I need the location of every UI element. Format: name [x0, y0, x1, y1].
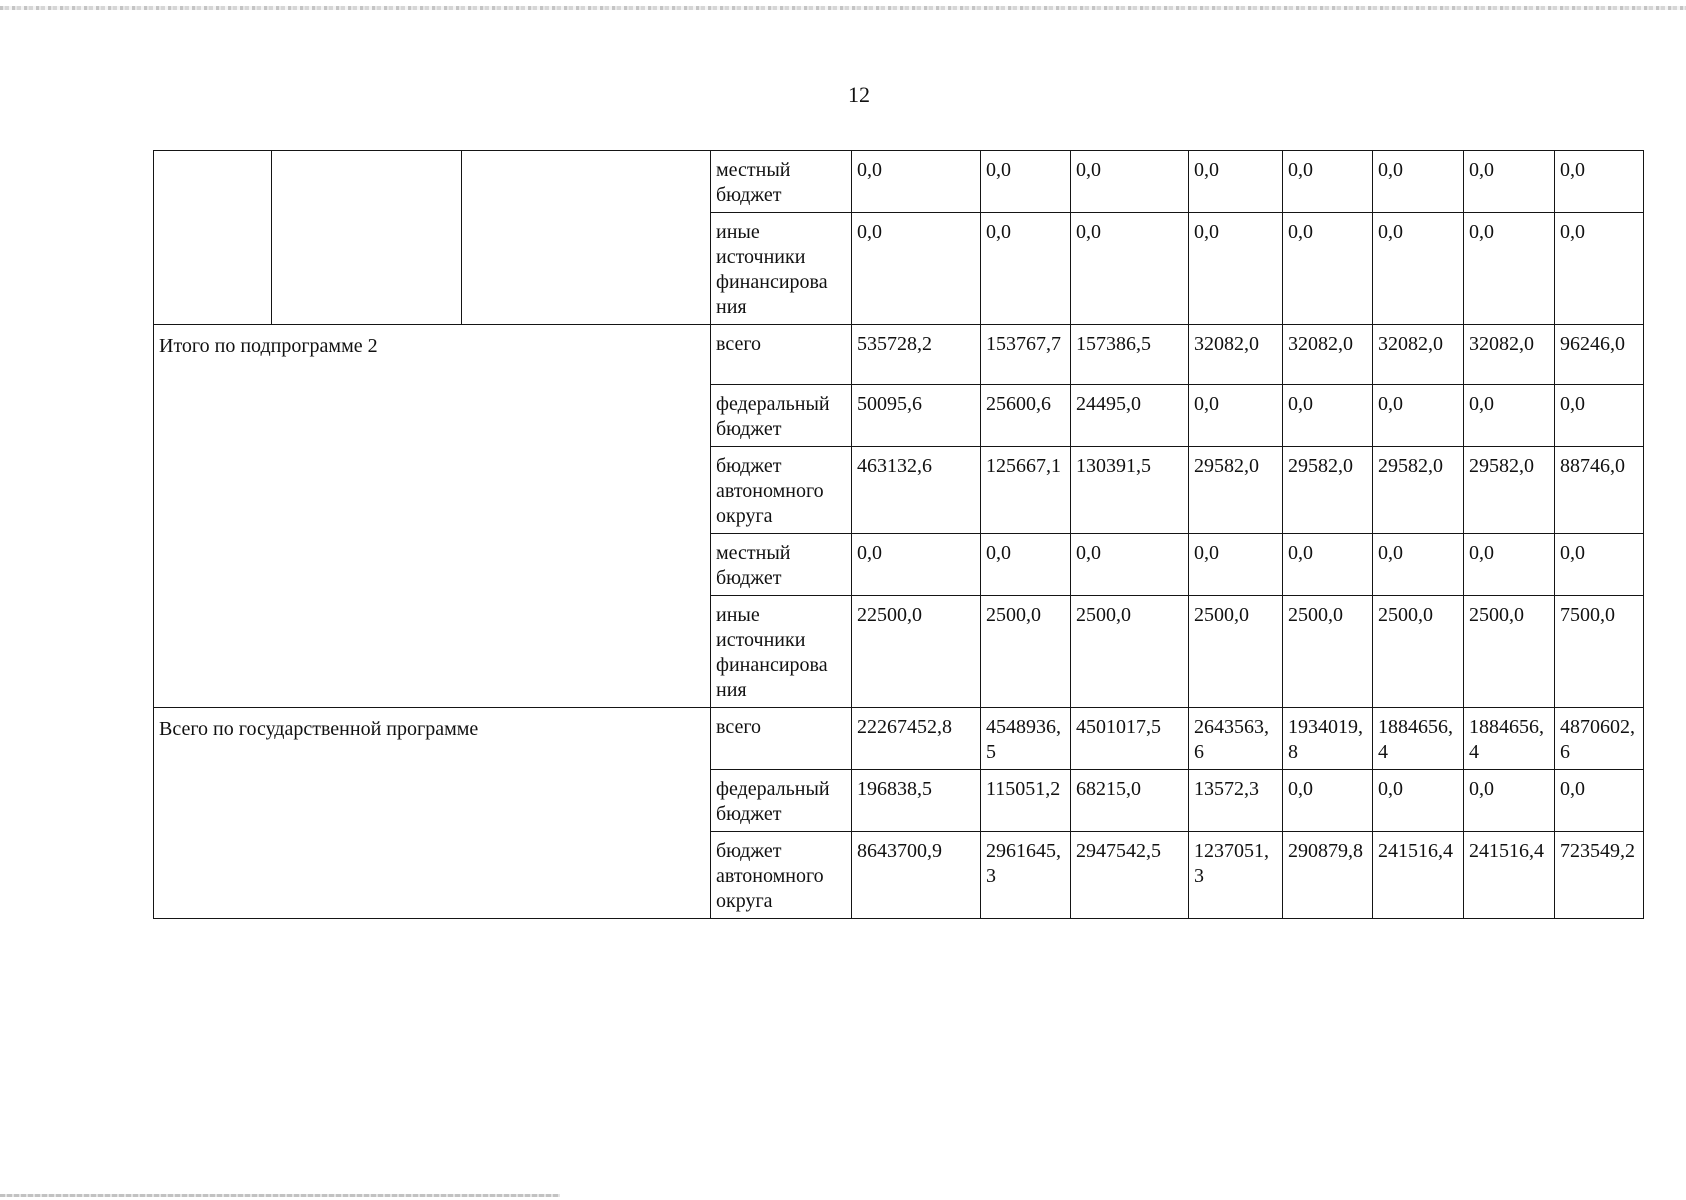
value-cell: 125667,1	[981, 447, 1071, 534]
value-cell: 2500,0	[1189, 596, 1283, 708]
value-cell: 0,0	[981, 534, 1071, 596]
value-cell: 0,0	[1464, 151, 1555, 213]
value-cell: 723549,2	[1555, 832, 1644, 919]
value-cell: 29582,0	[1189, 447, 1283, 534]
value-cell: 115051,2	[981, 770, 1071, 832]
subprogram-total-title: Итого по подпрограмме 2	[154, 325, 711, 708]
value-cell: 157386,5	[1071, 325, 1189, 385]
value-cell: 463132,6	[852, 447, 981, 534]
source-cell: федеральный бюджет	[711, 385, 852, 447]
value-cell: 1934019,8	[1283, 708, 1373, 770]
value-cell: 0,0	[1071, 213, 1189, 325]
value-cell: 2500,0	[981, 596, 1071, 708]
value-cell: 13572,3	[1189, 770, 1283, 832]
source-cell: местный бюджет	[711, 534, 852, 596]
value-cell: 24495,0	[1071, 385, 1189, 447]
empty-cell	[154, 151, 272, 325]
value-cell: 29582,0	[1464, 447, 1555, 534]
value-cell: 535728,2	[852, 325, 981, 385]
value-cell: 7500,0	[1555, 596, 1644, 708]
value-cell: 0,0	[1189, 213, 1283, 325]
budget-table	[153, 150, 1644, 919]
value-cell: 0,0	[1283, 770, 1373, 832]
value-cell: 0,0	[1373, 385, 1464, 447]
value-cell: 0,0	[1373, 534, 1464, 596]
source-cell: бюджет автономного округа	[711, 832, 852, 919]
value-cell: 2643563,6	[1189, 708, 1283, 770]
page-number: 12	[848, 82, 870, 107]
value-cell: 96246,0	[1555, 325, 1644, 385]
source-cell: всего	[711, 325, 852, 385]
value-cell: 0,0	[981, 213, 1071, 325]
value-cell: 0,0	[1373, 213, 1464, 325]
value-cell: 0,0	[1555, 151, 1644, 213]
value-cell: 0,0	[1283, 534, 1373, 596]
value-cell: 32082,0	[1283, 325, 1373, 385]
table-row	[154, 151, 1644, 213]
value-cell: 22267452,8	[852, 708, 981, 770]
value-cell: 0,0	[1555, 534, 1644, 596]
value-cell: 130391,5	[1071, 447, 1189, 534]
value-cell: 32082,0	[1464, 325, 1555, 385]
value-cell: 0,0	[981, 151, 1071, 213]
value-cell: 32082,0	[1189, 325, 1283, 385]
value-cell: 1884656,4	[1464, 708, 1555, 770]
value-cell: 2500,0	[1373, 596, 1464, 708]
value-cell: 4548936,5	[981, 708, 1071, 770]
value-cell: 241516,4	[1464, 832, 1555, 919]
empty-cell	[462, 151, 711, 325]
value-cell: 8643700,9	[852, 832, 981, 919]
value-cell: 0,0	[852, 534, 981, 596]
value-cell: 88746,0	[1555, 447, 1644, 534]
value-cell: 0,0	[1283, 385, 1373, 447]
table-row	[154, 708, 1644, 770]
value-cell: 32082,0	[1373, 325, 1464, 385]
source-cell: бюджет автономного округа	[711, 447, 852, 534]
source-cell: местный бюджет	[711, 151, 852, 213]
value-cell: 0,0	[1283, 213, 1373, 325]
value-cell: 0,0	[1464, 213, 1555, 325]
scan-bottom-edge	[0, 1194, 560, 1197]
program-total-title: Всего по государственной программе	[154, 708, 711, 919]
value-cell: 0,0	[1071, 534, 1189, 596]
value-cell: 29582,0	[1373, 447, 1464, 534]
value-cell: 2961645,3	[981, 832, 1071, 919]
value-cell: 25600,6	[981, 385, 1071, 447]
source-cell: всего	[711, 708, 852, 770]
value-cell: 2947542,5	[1071, 832, 1189, 919]
source-cell: федеральный бюджет	[711, 770, 852, 832]
value-cell: 2500,0	[1464, 596, 1555, 708]
value-cell: 0,0	[1189, 385, 1283, 447]
value-cell: 0,0	[1071, 151, 1189, 213]
value-cell: 1237051,3	[1189, 832, 1283, 919]
value-cell: 22500,0	[852, 596, 981, 708]
value-cell: 0,0	[1555, 770, 1644, 832]
value-cell: 0,0	[1189, 534, 1283, 596]
value-cell: 0,0	[1464, 385, 1555, 447]
value-cell: 0,0	[1555, 213, 1644, 325]
value-cell: 4870602,6	[1555, 708, 1644, 770]
value-cell: 50095,6	[852, 385, 981, 447]
value-cell: 0,0	[852, 151, 981, 213]
value-cell: 0,0	[1555, 385, 1644, 447]
value-cell: 0,0	[1283, 151, 1373, 213]
value-cell: 290879,8	[1283, 832, 1373, 919]
value-cell: 29582,0	[1283, 447, 1373, 534]
value-cell: 0,0	[1373, 151, 1464, 213]
value-cell: 241516,4	[1373, 832, 1464, 919]
value-cell: 2500,0	[1283, 596, 1373, 708]
value-cell: 68215,0	[1071, 770, 1189, 832]
value-cell: 0,0	[852, 213, 981, 325]
value-cell: 4501017,5	[1071, 708, 1189, 770]
value-cell: 0,0	[1464, 770, 1555, 832]
empty-cell	[272, 151, 462, 325]
value-cell: 196838,5	[852, 770, 981, 832]
value-cell: 2500,0	[1071, 596, 1189, 708]
value-cell: 0,0	[1373, 770, 1464, 832]
source-cell: иные источники финансирова ния	[711, 596, 852, 708]
source-cell: иные источники финансирова ния	[711, 213, 852, 325]
scan-top-edge	[0, 6, 1686, 10]
value-cell: 1884656,4	[1373, 708, 1464, 770]
value-cell: 0,0	[1189, 151, 1283, 213]
table-row	[154, 325, 1644, 385]
value-cell: 0,0	[1464, 534, 1555, 596]
value-cell: 153767,7	[981, 325, 1071, 385]
